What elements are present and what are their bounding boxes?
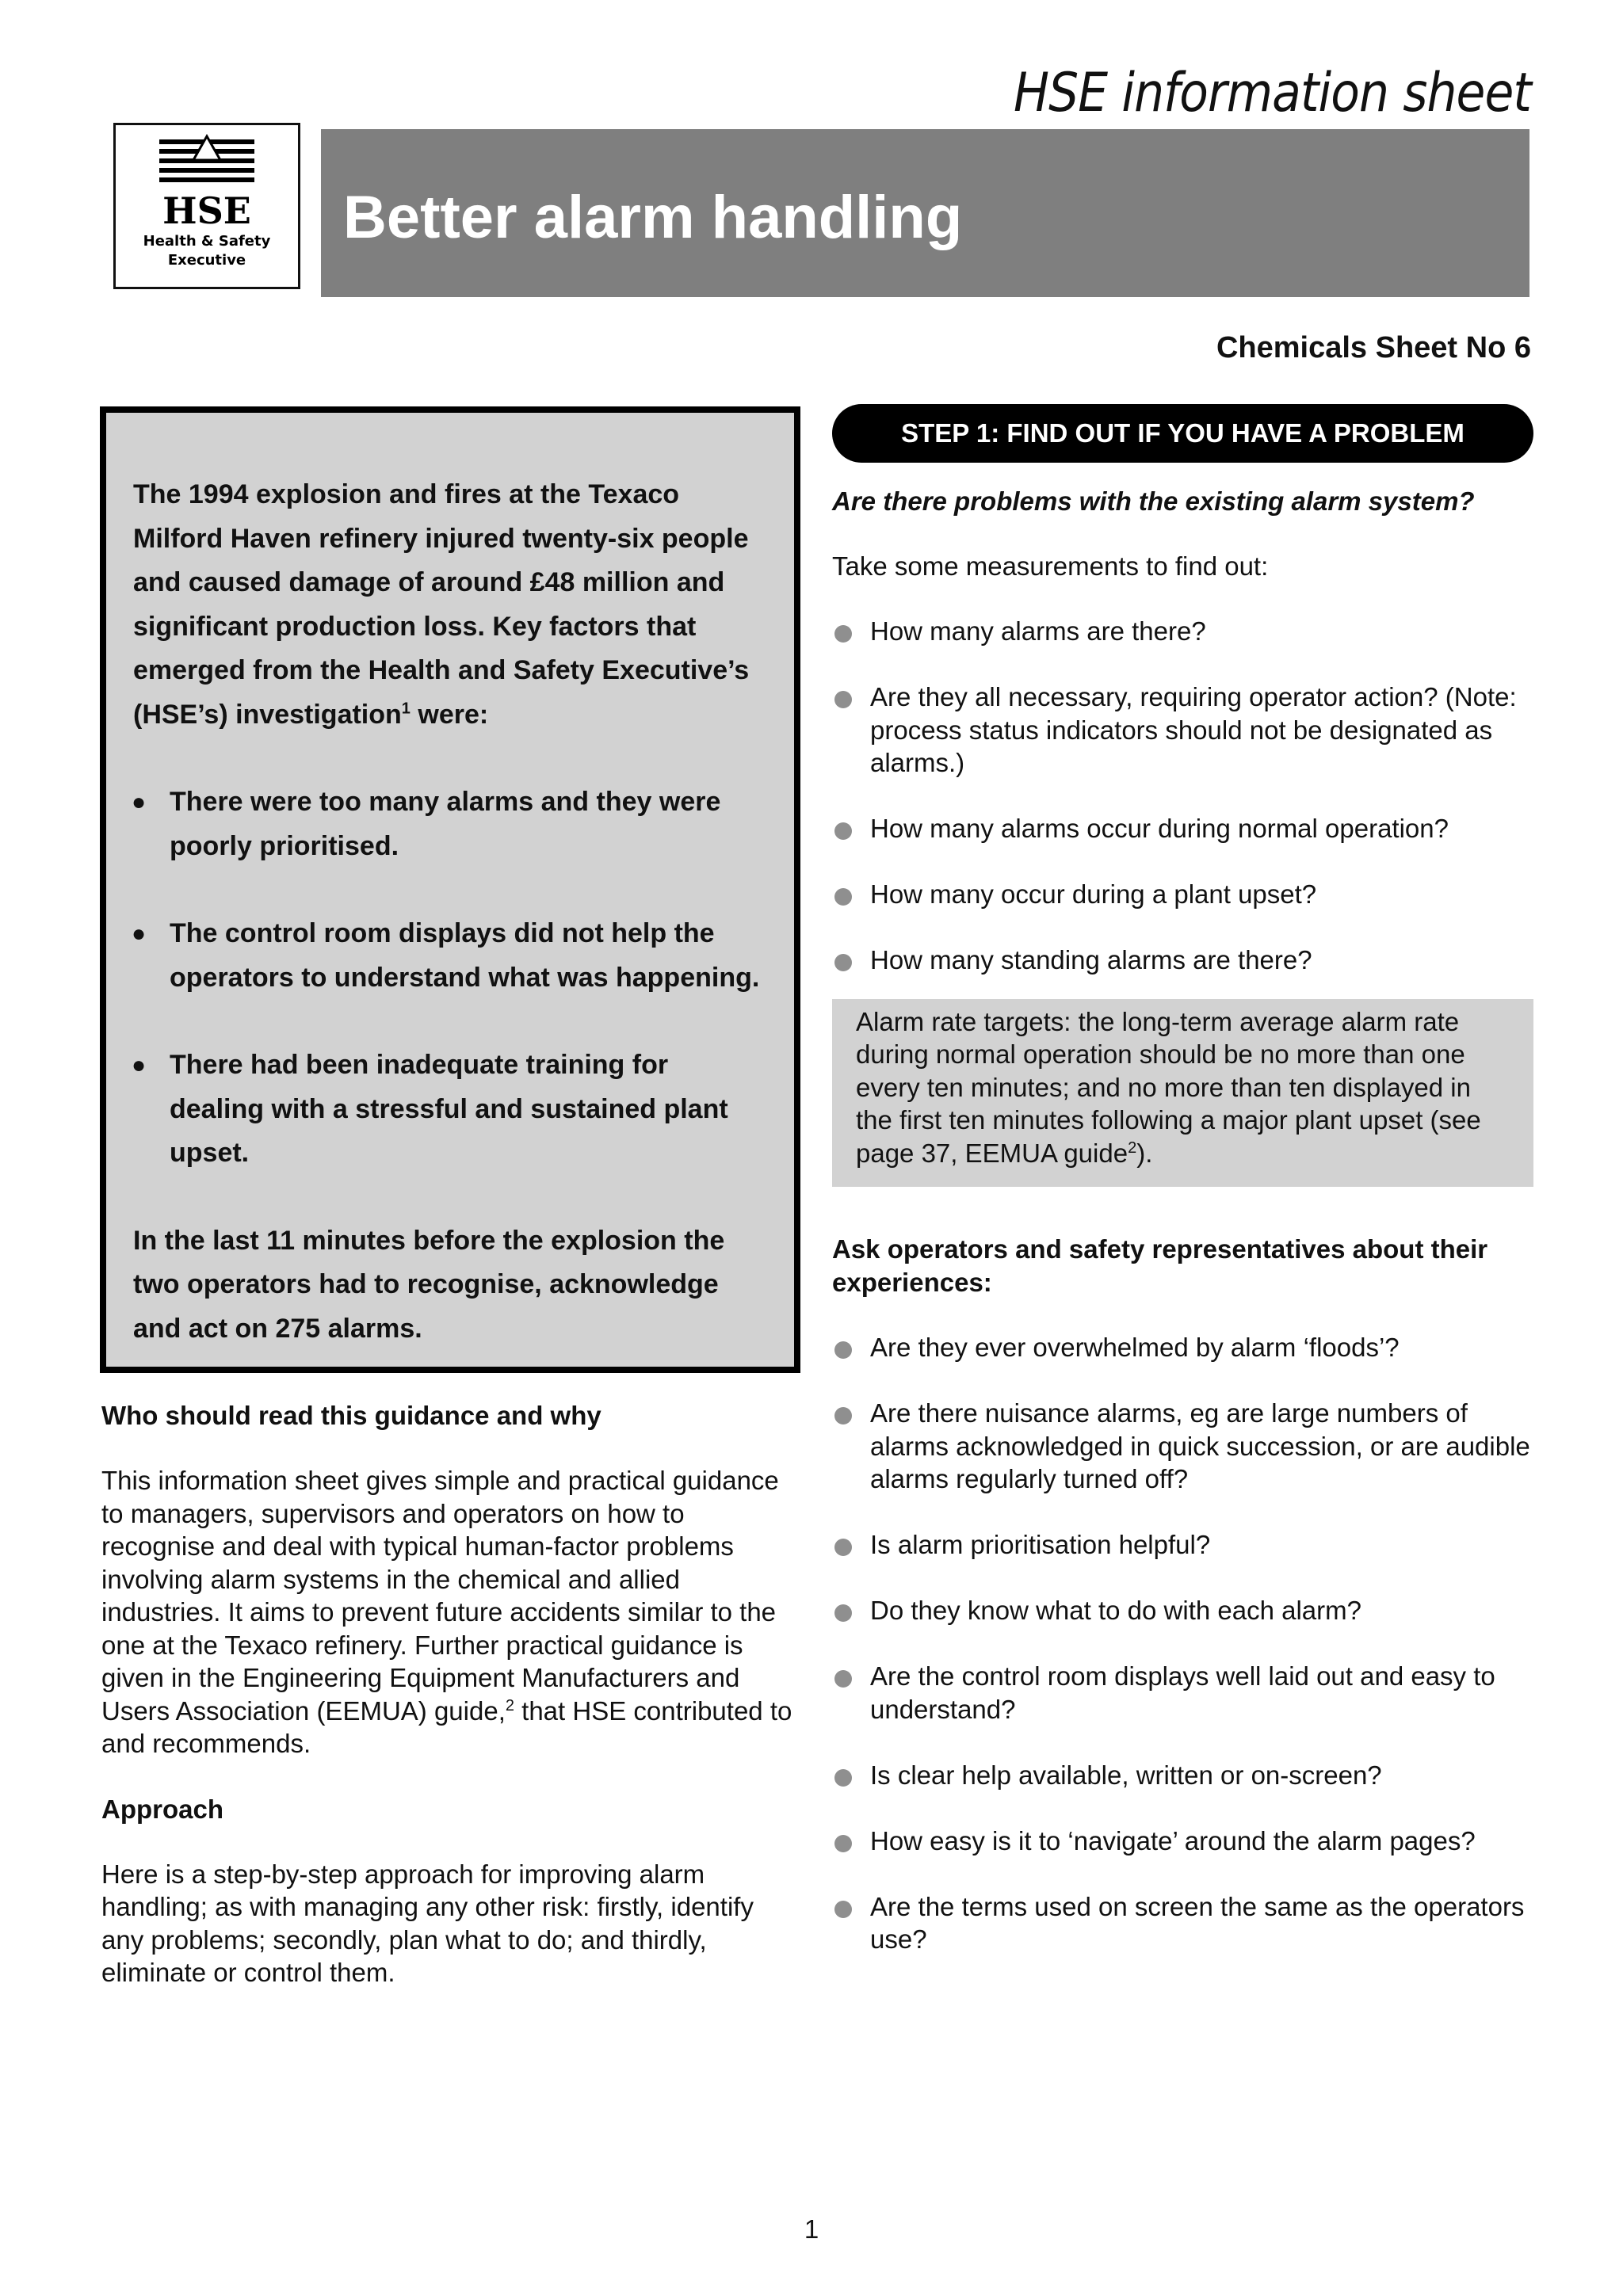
measure-intro: Take some measurements to find out: [832,551,1269,581]
summary-closing: In the last 11 minutes before the explosion the two operators had to recognise, acknowledge and act on 275 alarms. [133,1225,725,1344]
list-item: ● There were too many alarms and they were poorly prioritised. [133,780,762,868]
list-item: How many alarms occur during normal operation? [832,812,1533,845]
list-item: ● There had been inadequate training for dealing with a stressful and sustained plant upset. [133,1043,762,1176]
sheet-number: Chemicals Sheet No 6 [1216,331,1531,364]
logo-line2-text: Executive [167,252,246,269]
list-item: How many occur during a plant upset? [832,878,1533,911]
page-title: Better alarm handling [343,184,963,251]
footnote-ref-1: 1 [401,700,411,718]
list-item: Are there nuisance alarms, eg are large numbers of alarms acknowledged in quick succession, or are audible alarms regularly turned off? [832,1397,1533,1496]
list-item: ● The control room displays did not help the operators to understand what was happening. [133,912,762,1000]
step1-question: Are there problems with the existing alarm system? [832,486,1475,516]
alarm-rate-targets-box: Alarm rate targets: the long-term average alarm rate during normal operation should be no more than one every ten minutes; and no more than ten displayed in the first ten minutes following a major plant upset (see page 37, EEMUA guide$^2$). [832,999,1533,1188]
step1-heading: STEP 1: FIND OUT IF YOU HAVE A PROBLEM [832,404,1533,463]
sheet-label: HSE information sheet [1014,62,1531,124]
measure-list [832,615,1533,977]
list-item: Are the control room displays well laid out and easy to understand? [832,1660,1533,1726]
approach-paragraph: Here is a step-by-step approach for improving alarm handling; as with managing any other risk: firstly, identify any problems; secondly, plan what to do; and thirdly, eliminate or control them. [101,1859,754,1987]
summary-box [100,406,800,1373]
page-number: 1 [804,2214,819,2244]
list-item: How many alarms are there? [832,615,1533,648]
list-item: Is alarm prioritisation helpful? [832,1528,1533,1562]
summary-intro: The 1994 explosion and fires at the Texaco Milford Haven refinery injured twenty-six people and caused damage of around £48 million and significant production loss. Key factors that emerged from the Health and Safety Executive’s (HSE’s) investigation$^1$ were: [133,479,750,730]
approach-heading: Approach [101,1794,224,1824]
list-item: Is clear help available, written or on-screen? [832,1759,1533,1792]
logo-hse-text: HSE [162,189,251,232]
list-item: Are they ever overwhelmed by alarm ‘floods’? [832,1331,1533,1364]
summary-bullets [133,780,762,1176]
hse-logo [113,123,300,289]
who-paragraph: This information sheet gives simple and practical guidance to managers, supervisors and operators on how to recognise and deal with typical human-factor problems involving alarm systems in the chemical and allied industries. It aims to prevent future accidents similar to the one at the Texaco refinery. Further practical guidance is given in the Engineering Equipment Manufacturers and Users Association (EEMUA) guide,$^2$ that HSE contributed to and recommends. [101,1466,792,1758]
logo-line1-text: Health & Safety [143,233,271,250]
who-heading: Who should read this guidance and why [101,1401,601,1430]
list-item: Are the terms used on screen the same as the operators use? [832,1890,1533,1956]
ask-heading: Ask operators and safety representatives about their experiences: [832,1234,1488,1297]
list-item: Do they know what to do with each alarm? [832,1594,1533,1627]
footnote-ref-2b: 2 [1128,1138,1137,1157]
list-item: How easy is it to ‘navigate’ around the alarm pages? [832,1825,1533,1858]
hse-logo-graphic [116,125,298,287]
title-banner [321,129,1529,297]
footnote-ref-2: 2 [505,1696,514,1714]
left-column-text [101,1399,799,2022]
ask-list [832,1331,1533,1956]
list-item: Are they all necessary, requiring operator action? (Note: process status indicators should not be designated as alarms.) [832,681,1533,780]
right-column [832,404,1533,1956]
list-item: How many standing alarms are there? [832,944,1533,977]
